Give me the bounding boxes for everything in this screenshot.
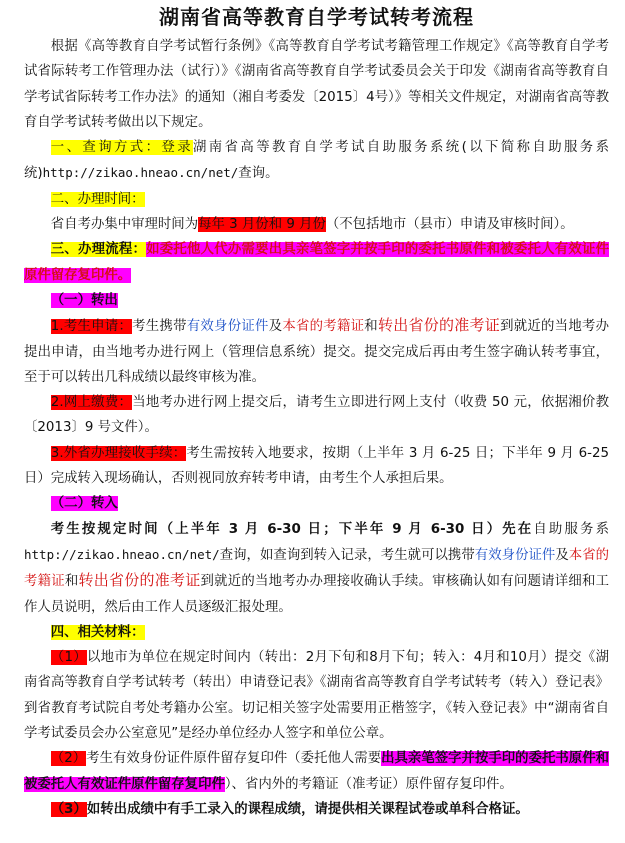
transfer-in-and2: 和	[64, 574, 79, 590]
section-time-body	[24, 212, 609, 237]
section-time-label: 二、办理时间：	[50, 191, 145, 207]
in-id-document-text: 有效身份证件	[474, 547, 556, 563]
section-process-label: 三、办理流程：	[50, 242, 147, 258]
transfer-in-post: 到就近的当地考办办理接收确认手续。审核确认如有问题请详细和工作人员说明，然后由工作人员逐级汇报处理。	[24, 574, 610, 615]
transfer-out-title: （一）转出	[50, 292, 118, 308]
transfer-in-url[interactable]: http://zikao.hneao.cn/net/	[24, 546, 220, 562]
section-time-post: （不包括地市（县市）申请及审核时间）。	[325, 217, 574, 233]
material-2-post: ）、省内外的考籍证（准考证）原件留存复印件。	[224, 776, 513, 792]
section-materials-label: 四、相关材料：	[50, 624, 145, 640]
material-2-highlight: 出具亲笔签字并按手印的委托书原件和被委托人有效证件原件留存复印件	[24, 751, 610, 792]
exam-card-text: 本省的考籍证	[282, 319, 365, 335]
transfer-out-heading	[24, 288, 609, 313]
out-step-1	[24, 313, 609, 390]
out-step-2-text: 当地考办进行网上提交后，请考生立即进行网上支付（收费 50 元，依据湘价教〔2013〕9 号文件）。	[24, 395, 609, 436]
out-step-1-label: 1.考生申请：	[50, 319, 133, 335]
transfer-in-title: （二）转入	[50, 496, 118, 512]
intro-paragraph: 根据《高等教育自学考试暂行条例》《高等教育自学考试考籍管理工作规定》《高等教育自学考试省际转考工作管理办法（试行）》《湖南省高等教育自学考试委员会关于印发《湖南省高等教育自学考试省际转考工作办法》的通知（湘自考委发〔2015〕4号）》等相关文件规定，对湖南省高等教育自学考试转考做出以下规定。	[24, 39, 609, 130]
material-2-pre: 考生有效身份证件原件留存复印件（委托他人需要	[86, 751, 382, 767]
transfer-in-body	[24, 517, 609, 620]
out-step-3-text: 考生需按转入地要求，按期（上半年 3 月 6-25 日；下半年 9 月 6-25 日）完成转入现场确认，否则视同放弃转考申请，由考生个人承担后果。	[24, 445, 609, 487]
self-service-url[interactable]: http://zikao.hneao.cn/net/	[42, 165, 239, 181]
admission-ticket-text: 转出省份的准考证	[377, 316, 501, 335]
page-title: 湖南省高等教育自学考试转考流程	[159, 5, 474, 29]
material-1-label: （1）	[50, 650, 87, 666]
id-document-text: 有效身份证件	[186, 319, 269, 335]
material-2	[24, 746, 609, 797]
out-step-2-label: 2.网上缴费：	[50, 395, 133, 411]
material-3	[24, 797, 609, 822]
out-step-1-pre: 考生携带	[132, 319, 187, 335]
material-2-label: （2）	[50, 751, 87, 767]
out-step-3-label: 3.外省办理接收手续：	[50, 445, 187, 461]
section-query	[24, 135, 609, 187]
section-time-heading	[24, 187, 609, 212]
transfer-in-self: 自助服务系	[533, 521, 609, 537]
section-time-pre: 省自考办集中审理时间为	[50, 217, 199, 233]
login-text: 登录	[161, 140, 193, 156]
transfer-in-time: 考生按规定时间（上半年 3 月 6-30 日；下半年 9 月 6-30 日）先在	[50, 521, 534, 537]
out-step-2	[24, 390, 609, 441]
material-3-text: 如转出成绩中有手工录入的课程成绩，请提供相关课程试卷或单科合格证。	[86, 801, 529, 817]
section-process	[24, 237, 609, 288]
section-query-label: 一、查询方式：	[50, 140, 162, 156]
transfer-in-and: 及	[555, 547, 569, 563]
section-materials-heading	[24, 620, 609, 645]
proxy-note: 如委托他人代办需要出具亲笔签字并按手印的委托书原件和被委托人有效证件原件留存复印件。	[24, 242, 609, 283]
transfer-in-mid: 查询，如查询到转入记录，考生就可以携带	[219, 547, 475, 563]
out-step-1-and: 及	[268, 319, 283, 335]
material-1	[24, 645, 609, 746]
out-step-1-post: 到就近的当地考办提出申请，由当地考办进行网上（管理信息系统）提交。提交完成后再由考生签字确认转考事宜，至于可以转出几科成绩以最终审核为准。	[24, 319, 610, 385]
section-query-text: 湖南省高等教育自学考试自助服务系统(以下简称自助服务系统)	[24, 140, 609, 182]
section-time-highlight: 每年 3 月份和 9 月份	[198, 217, 326, 233]
out-step-1-and2: 和	[364, 319, 378, 335]
in-exam-card-text: 本省的考籍证	[24, 547, 610, 590]
in-admission-ticket-text: 转出省份的准考证	[78, 571, 201, 590]
material-3-label: （3）	[50, 801, 87, 817]
out-step-3	[24, 441, 609, 492]
section-query-tail: 查询。	[238, 166, 279, 182]
transfer-in-heading	[24, 491, 609, 516]
material-1-text: 以地市为单位在规定时间内（转出：2月下旬和8月下旬；转入：4月和10月）提交《湖南省高等教育自学考试转考（转出）申请登记表》《湖南省高等教育自学考试转考（转入）登记表》到省教育考试院自考处考籍办公室。切记相关签字处需要用正楷签字，《转入登记表》中“湖南省自学考试委员会办公室意见”是经办单位经办人签字和单位公章。	[24, 650, 609, 742]
